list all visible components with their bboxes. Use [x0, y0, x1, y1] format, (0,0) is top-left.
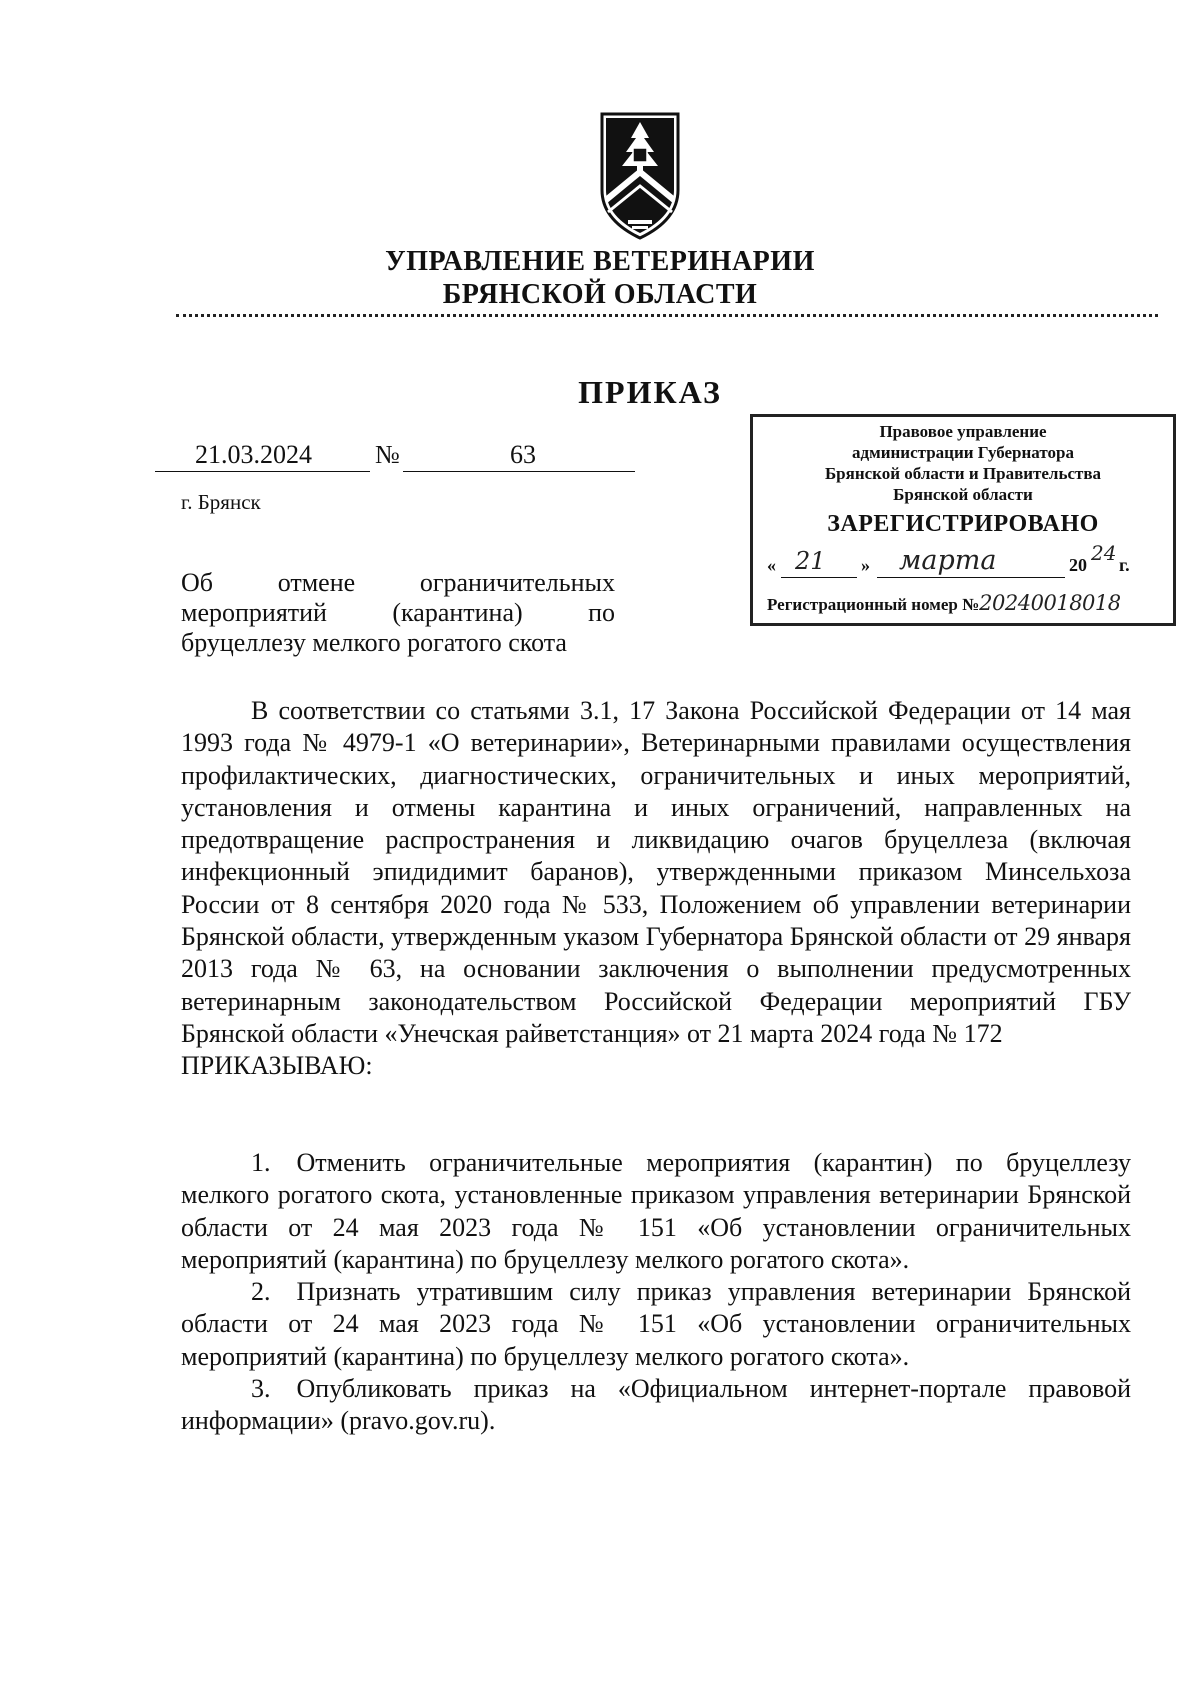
order-word: ПРИКАЗЫВАЮ: [181, 1051, 373, 1081]
preamble-paragraph [181, 695, 1131, 1083]
document-city: г. Брянск [181, 490, 261, 514]
stamp-line-2: администрации Губернатора [852, 443, 1074, 462]
stamp-registered-label: ЗАРЕГИСТРИРОВАНО [827, 511, 1099, 537]
stamp-date-line [767, 541, 1163, 581]
header-dotted-divider [176, 314, 1158, 317]
document-number: 63 [510, 440, 536, 469]
stamp-line-3: Брянской области и Правительства [824, 464, 1102, 483]
stamp-registration-label: Регистрационный номер № [767, 595, 980, 614]
organization-name-line2: БРЯНСКОЙ ОБЛАСТИ [442, 279, 758, 310]
subject-line-2: мероприятий (карантина) по [181, 598, 615, 627]
stamp-year-handwritten: 24 [1091, 541, 1117, 565]
registration-stamp [750, 414, 1176, 626]
order-item-3: 3. Опубликовать приказ на «Официальном интернет-портале правовой информации» (pravo.gov.ru). [181, 1374, 1131, 1436]
number-underline [403, 471, 635, 472]
stamp-authority [761, 421, 1165, 505]
stamp-registration-number: 20240018018 [979, 591, 1121, 615]
stamp-line-4: Брянской области [893, 485, 1033, 504]
stamp-month-underline [877, 577, 1065, 578]
date-underline [155, 471, 370, 472]
document-title: ПРИКАЗ [578, 374, 722, 410]
coat-of-arms-emblem [598, 112, 682, 240]
stamp-day-underline [781, 577, 857, 578]
stamp-line-1: Правовое управление [879, 422, 1047, 441]
stamp-close-quote: » [861, 555, 870, 575]
number-label: № [375, 440, 400, 469]
preamble-text: В соответствии со статьями 3.1, 17 Закона Российской Федерации от 14 мая 1993 года № 4979-1 «О ветеринарии», Ветеринарными правилами осуществления профилактических, диагностических, ограничительных и иных мероприятий, установления и отмены карантина и иных ограничений, направленных на предотвращение распространения и ликвидацию очагов бруцеллеза (включая инфекционный эпидидимит баранов), утвержденными приказом Минсельхоза России от 8 сентября 2020 года № 533, Положением об управлении ветеринарии Брянской области, утвержденным указом Губернатора Брянской области от 29 января 2013 года № 63, на основании заключения о выполнении предусмотренных ветеринарным законодательством Российской Федерации мероприятий ГБУ Брянской области «Унечская райветстанция» от 21 марта 2024 года № 172 [181, 696, 1131, 1048]
order-item-1: 1. Отменить ограничительные мероприятия (карантин) по бруцеллезу мелкого рогатого скота, установленные приказом управления ветеринарии Брянской области от 24 мая 2023 года № 151 «Об установлении ограничительных мероприятий (карантина) по бруцеллезу мелкого рогатого скота». [181, 1148, 1131, 1274]
stamp-day-handwritten: 21 [795, 547, 826, 575]
subject-line-1: Об отмене ограничительных [181, 568, 615, 597]
date-number-line [155, 440, 635, 472]
stamp-year-unit: г. [1119, 555, 1130, 575]
stamp-open-quote: « [767, 555, 776, 575]
document-date: 21.03.2024 [195, 440, 312, 469]
stamp-year-prefix: 20 [1069, 555, 1087, 575]
document-subject [181, 568, 615, 658]
subject-line-3: бруцеллезу мелкого рогатого скота [181, 628, 567, 657]
stamp-month-handwritten: марта [899, 545, 997, 576]
stamp-registration-number-row [767, 591, 1165, 615]
order-item-2: 2. Признать утратившим силу приказ управления ветеринарии Брянской области от 24 мая 2023 года № 151 «Об установлении ограничительных мероприятий (карантина) по бруцеллезу мелкого рогатого скота». [181, 1277, 1131, 1371]
order-items [181, 1147, 1131, 1438]
organization-name-line1: УПРАВЛЕНИЕ ВЕТЕРИНАРИИ [385, 246, 815, 277]
